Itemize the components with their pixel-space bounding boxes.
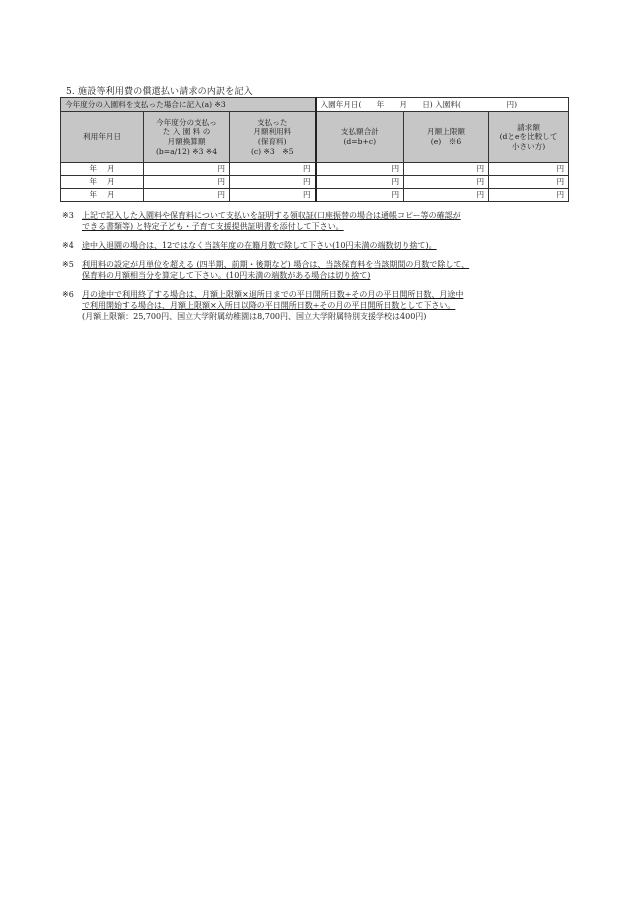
note-body: 利用料の設定が月単位を超える (四半期、前期・後期など) 場合は、当該保育料を当該期間の月数で除して、 保育料の月額相当分を算定して下さい。(10円未満の端数がある場合は切り捨て) bbox=[82, 260, 470, 280]
monthly-cap-note: (月額上限額：25,700円、国立大学附属幼稚園は8,700円、国立大学附属特別支援学校は400円) bbox=[82, 312, 427, 321]
admission-date-fee-field[interactable]: 入園年月日( 年 月 日) 入園料( 円) bbox=[316, 98, 569, 112]
amount-cell[interactable]: 円 bbox=[489, 163, 569, 176]
note-5 bbox=[62, 259, 572, 281]
amount-cell[interactable]: 円 bbox=[316, 189, 404, 202]
amount-cell[interactable]: 円 bbox=[489, 176, 569, 189]
amount-cell[interactable]: 円 bbox=[230, 176, 316, 189]
amount-cell[interactable]: 円 bbox=[230, 163, 316, 176]
amount-cell[interactable]: 円 bbox=[404, 176, 489, 189]
table-row bbox=[61, 163, 569, 176]
note-6 bbox=[62, 289, 572, 322]
header-monthly-fee: 支払った 月額利用料 (保育料) (c) ※3 ※5 bbox=[230, 112, 316, 163]
header-row bbox=[61, 112, 569, 163]
reimbursement-breakdown-table bbox=[60, 97, 569, 202]
table-row bbox=[61, 176, 569, 189]
note-mark: ※3 bbox=[62, 211, 74, 220]
amount-cell[interactable]: 円 bbox=[404, 163, 489, 176]
amount-cell[interactable]: 円 bbox=[316, 176, 404, 189]
amount-cell[interactable]: 円 bbox=[144, 163, 230, 176]
amount-cell[interactable]: 円 bbox=[144, 176, 230, 189]
note-mark: ※5 bbox=[62, 260, 74, 269]
amount-cell[interactable]: 円 bbox=[316, 163, 404, 176]
amount-cell[interactable]: 円 bbox=[404, 189, 489, 202]
header-monthly-admission: 今年度分の支払っ た 入 園 料 の 月額換算額 (b=a/12) ※3 ※4 bbox=[144, 112, 230, 163]
note-body: 月の途中で利用終了する場合は、月額上限額×退所日までの平日開所日数÷その月の平日開所日数、月途中 で利用開始する場合は、月額上限額×入所日以降の平日開所日数÷その月の平日開所日数として下さい。 (月額上限額：25,700円、国立大学附属幼稚園は8,700円、国立大学附属特別支援学校は400円) bbox=[82, 289, 572, 322]
note-body: 上記で記入した入園料や保育料について支払いを証明する領収証(口座振替の場合は通帳コピー等の確認が できる書類等) と特定子ども・子育て支援提供証明書を添付して下さい。 bbox=[82, 211, 461, 231]
note-mark: ※4 bbox=[62, 241, 74, 250]
note-mark: ※6 bbox=[62, 290, 74, 299]
admission-fee-label: 今年度分の入園料を支払った場合に記入(a) ※3 bbox=[61, 98, 316, 112]
note-body: 途中入退園の場合は、12ではなく当該年度の在籍月数で除して下さい(10円未満の端数切り捨て)。 bbox=[82, 241, 437, 250]
amount-cell[interactable]: 円 bbox=[144, 189, 230, 202]
note-3 bbox=[62, 210, 572, 232]
table-row bbox=[61, 189, 569, 202]
header-total-paid: 支払額合計 (d=b+c) bbox=[316, 112, 404, 163]
admission-fee-row bbox=[61, 98, 569, 112]
notes-section bbox=[62, 210, 572, 330]
note-4 bbox=[62, 240, 572, 251]
amount-cell[interactable]: 円 bbox=[489, 189, 569, 202]
usage-month-cell[interactable]: 年 月 bbox=[61, 189, 144, 202]
header-usage-month: 利用年月日 bbox=[61, 112, 144, 163]
section-title: 5. 施設等利用費の償還払い請求の内訳を記入 bbox=[66, 87, 253, 97]
usage-month-cell[interactable]: 年 月 bbox=[61, 163, 144, 176]
header-claim-amount: 請求額 (dとeを比較して 小さい方) bbox=[489, 112, 569, 163]
header-monthly-cap: 月額上限額 (e) ※6 bbox=[404, 112, 489, 163]
amount-cell[interactable]: 円 bbox=[230, 189, 316, 202]
usage-month-cell[interactable]: 年 月 bbox=[61, 176, 144, 189]
